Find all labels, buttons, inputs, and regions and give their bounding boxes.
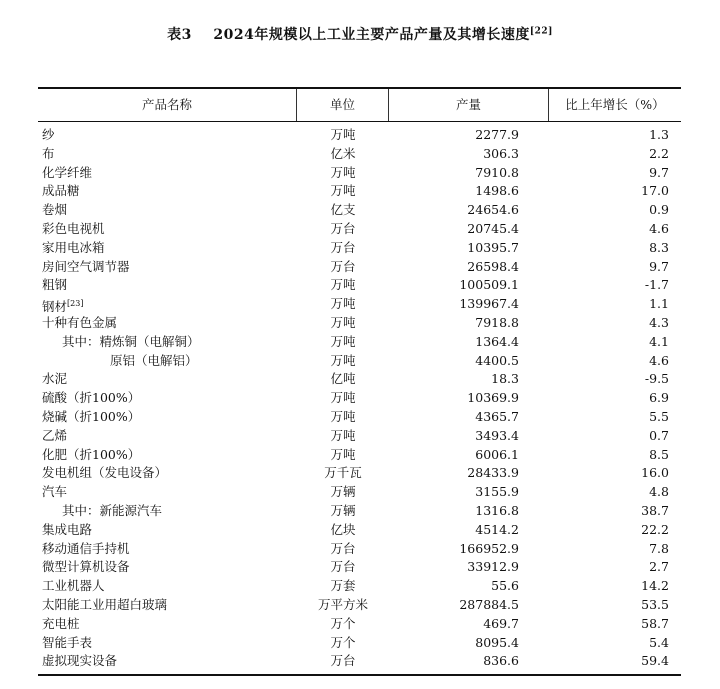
product-name-cell — [38, 370, 297, 389]
product-name-cell — [38, 408, 297, 427]
table-row — [38, 220, 681, 239]
product-name: 智能手表 — [42, 634, 93, 650]
product-name: 集成电路 — [42, 521, 93, 537]
output-cell: 24654.6 — [467, 202, 519, 218]
table-row — [38, 446, 681, 465]
product-name-cell — [38, 427, 297, 446]
output-cell: 28433.9 — [467, 465, 519, 481]
table-row — [38, 258, 681, 277]
unit-cell: 万台 — [330, 559, 356, 575]
product-name-cell — [38, 182, 297, 201]
table-row — [38, 182, 681, 201]
unit-cell: 万台 — [330, 653, 356, 669]
product-name: 微型计算机设备 — [42, 559, 130, 575]
header-output: 产量 — [389, 89, 549, 121]
growth-cell: 5.5 — [649, 408, 669, 424]
output-cell: 7918.8 — [475, 314, 519, 330]
growth-cell: 5.4 — [649, 634, 669, 650]
output-cell: 10369.9 — [467, 390, 519, 406]
product-name-cell — [38, 558, 297, 577]
table-row — [38, 483, 681, 502]
unit-cell: 万吨 — [330, 408, 356, 424]
unit-cell: 万吨 — [330, 296, 356, 312]
table-row — [38, 164, 681, 183]
unit-cell: 亿米 — [330, 145, 356, 161]
unit-cell: 万吨 — [330, 314, 356, 330]
production-table — [38, 87, 681, 676]
product-name-cell — [38, 126, 297, 145]
header-growth: 比上年增长（%） — [565, 97, 665, 112]
table-row — [38, 427, 681, 446]
product-name: 移动通信手持机 — [42, 540, 130, 556]
output-cell: 18.3 — [491, 371, 519, 387]
output-cell: 3493.4 — [475, 427, 519, 443]
product-name: 家用电冰箱 — [42, 239, 105, 255]
unit-cell: 万吨 — [330, 390, 356, 406]
unit-cell: 万平方米 — [317, 596, 368, 612]
growth-cell: 9.7 — [649, 258, 669, 274]
growth-cell: 4.6 — [649, 220, 669, 236]
table-row — [38, 295, 681, 314]
output-cell: 6006.1 — [475, 446, 519, 462]
product-name: 纱 — [42, 127, 55, 142]
product-name-cell — [38, 596, 297, 615]
table-body — [38, 122, 681, 676]
unit-cell: 万台 — [330, 220, 356, 236]
growth-cell: 16.0 — [641, 465, 669, 481]
product-name-cell — [38, 540, 297, 559]
table-row — [38, 540, 681, 559]
table-row — [38, 464, 681, 483]
product-name: 原铝（电解铝） — [110, 352, 198, 368]
table-row — [38, 652, 681, 671]
table-row — [38, 370, 681, 389]
table-row — [38, 239, 681, 258]
output-cell: 2277.9 — [475, 127, 519, 142]
product-name: 其中：新能源汽车 — [62, 502, 163, 518]
unit-cell: 亿块 — [330, 521, 356, 537]
product-name: 粗钢 — [42, 277, 68, 293]
product-name: 卷烟 — [42, 202, 68, 218]
output-cell: 3155.9 — [475, 484, 519, 500]
table-number: 表3 — [167, 27, 192, 43]
growth-cell: 8.5 — [649, 446, 669, 462]
footnote-ref: [23] — [67, 299, 84, 309]
unit-cell: 万千瓦 — [324, 465, 362, 481]
product-name: 化学纤维 — [42, 164, 93, 180]
product-name-cell — [38, 220, 297, 239]
product-name-cell — [38, 145, 297, 164]
table-row — [38, 389, 681, 408]
product-name: 充电桩 — [42, 615, 80, 631]
footnote-ref: [22] — [529, 26, 553, 37]
product-name-cell — [38, 276, 297, 295]
product-name: 成品糖 — [42, 183, 80, 199]
product-name-cell — [38, 652, 297, 671]
unit-cell: 万吨 — [330, 333, 356, 349]
growth-cell: 4.8 — [649, 484, 669, 500]
product-name: 房间空气调节器 — [42, 258, 130, 274]
product-name: 烧碱（折100%） — [42, 408, 141, 424]
product-name: 汽车 — [42, 484, 68, 500]
table-row — [38, 577, 681, 596]
output-cell: 26598.4 — [467, 258, 519, 274]
growth-cell: 17.0 — [641, 183, 669, 199]
growth-cell: -1.7 — [644, 277, 669, 293]
output-cell: 469.7 — [483, 615, 519, 631]
unit-cell: 万吨 — [330, 352, 356, 368]
growth-cell: 4.3 — [649, 314, 669, 330]
table-row — [38, 352, 681, 371]
unit-cell: 万辆 — [330, 502, 356, 518]
growth-cell: 38.7 — [641, 502, 669, 518]
unit-cell: 万套 — [330, 578, 356, 594]
growth-cell: 7.8 — [649, 540, 669, 556]
product-name: 彩色电视机 — [42, 220, 105, 236]
table-row — [38, 333, 681, 352]
table-row — [38, 145, 681, 164]
table-row — [38, 521, 681, 540]
unit-cell: 万吨 — [330, 164, 356, 180]
unit-cell: 万台 — [330, 258, 356, 274]
product-name: 布 — [42, 145, 55, 161]
table-title — [0, 24, 720, 44]
header-product-name: 产品名称 — [38, 89, 297, 121]
output-cell: 20745.4 — [467, 220, 519, 236]
growth-cell: 4.6 — [649, 352, 669, 368]
product-name: 发电机组（发电设备） — [42, 465, 168, 481]
product-name: 钢材 — [42, 299, 68, 315]
output-cell: 10395.7 — [467, 239, 519, 255]
table-row — [38, 615, 681, 634]
output-cell: 836.6 — [483, 653, 519, 669]
table-row — [38, 276, 681, 295]
unit-cell: 万吨 — [330, 183, 356, 199]
table-row — [38, 408, 681, 427]
product-name: 硫酸（折100%） — [42, 390, 141, 406]
growth-cell: 22.2 — [641, 521, 669, 537]
growth-cell: 0.9 — [649, 202, 669, 218]
output-cell: 306.3 — [483, 145, 519, 161]
product-name-cell — [38, 521, 297, 540]
product-name-cell — [38, 577, 297, 596]
growth-cell: 58.7 — [641, 615, 669, 631]
output-cell: 4514.2 — [475, 521, 519, 537]
table-row — [38, 314, 681, 333]
output-cell: 139967.4 — [459, 296, 519, 312]
growth-cell: 2.2 — [649, 145, 669, 161]
output-cell: 8095.4 — [475, 634, 519, 650]
product-name-cell — [38, 389, 297, 408]
product-name-cell — [38, 164, 297, 183]
unit-cell: 万台 — [330, 540, 356, 556]
growth-cell: 8.3 — [649, 239, 669, 255]
output-cell: 1364.4 — [475, 333, 519, 349]
growth-cell: 53.5 — [641, 596, 669, 612]
growth-cell: -9.5 — [644, 371, 669, 387]
table-row — [38, 502, 681, 521]
product-name-cell — [38, 201, 297, 220]
output-cell: 100509.1 — [459, 277, 519, 293]
unit-cell: 万个 — [330, 615, 356, 631]
growth-cell: 9.7 — [649, 164, 669, 180]
product-name: 化肥（折100%） — [42, 446, 141, 462]
growth-cell: 1.1 — [649, 296, 669, 312]
table-row — [38, 596, 681, 615]
product-name-cell — [38, 483, 297, 502]
table-caption: 2024年规模以上工业主要产品产量及其增长速度 — [213, 27, 530, 43]
growth-cell: 0.7 — [649, 427, 669, 443]
unit-cell: 万吨 — [330, 127, 356, 142]
product-name-cell — [38, 634, 297, 653]
output-cell: 4365.7 — [475, 408, 519, 424]
growth-cell: 14.2 — [641, 578, 669, 594]
table-row — [38, 201, 681, 220]
product-name-cell — [38, 258, 297, 277]
product-name: 乙烯 — [42, 427, 68, 443]
unit-cell: 万台 — [330, 239, 356, 255]
unit-cell: 万辆 — [330, 484, 356, 500]
growth-cell: 59.4 — [641, 653, 669, 669]
product-name-cell — [38, 464, 297, 483]
product-name-cell — [38, 502, 297, 521]
product-name: 虚拟现实设备 — [42, 653, 118, 669]
unit-cell: 万吨 — [330, 277, 356, 293]
growth-cell: 4.1 — [649, 333, 669, 349]
output-cell: 1498.6 — [475, 183, 519, 199]
table-row — [38, 634, 681, 653]
table-row — [38, 558, 681, 577]
output-cell: 7910.8 — [475, 164, 519, 180]
unit-cell: 万个 — [330, 634, 356, 650]
growth-cell: 2.7 — [649, 559, 669, 575]
header-unit: 单位 — [297, 89, 389, 121]
output-cell: 33912.9 — [467, 559, 519, 575]
product-name: 太阳能工业用超白玻璃 — [42, 596, 168, 612]
output-cell: 1316.8 — [475, 502, 519, 518]
product-name-cell — [38, 239, 297, 258]
product-name-cell — [38, 333, 297, 352]
product-name: 工业机器人 — [42, 578, 105, 594]
product-name: 其中：精炼铜（电解铜） — [62, 333, 200, 349]
product-name-cell — [38, 615, 297, 634]
output-cell: 166952.9 — [459, 540, 519, 556]
table-row — [38, 126, 681, 145]
product-name: 十种有色金属 — [42, 314, 118, 330]
product-name-cell — [38, 446, 297, 465]
output-cell: 4400.5 — [475, 352, 519, 368]
unit-cell: 万吨 — [330, 446, 356, 462]
unit-cell: 亿支 — [330, 202, 356, 218]
growth-cell: 1.3 — [649, 127, 669, 142]
output-cell: 55.6 — [491, 578, 519, 594]
product-name-cell — [38, 352, 297, 371]
table-header-row — [38, 89, 681, 122]
unit-cell: 亿吨 — [330, 371, 356, 387]
unit-cell: 万吨 — [330, 427, 356, 443]
growth-cell: 6.9 — [649, 390, 669, 406]
output-cell: 287884.5 — [459, 596, 519, 612]
product-name-cell — [38, 314, 297, 333]
product-name: 水泥 — [42, 371, 68, 387]
